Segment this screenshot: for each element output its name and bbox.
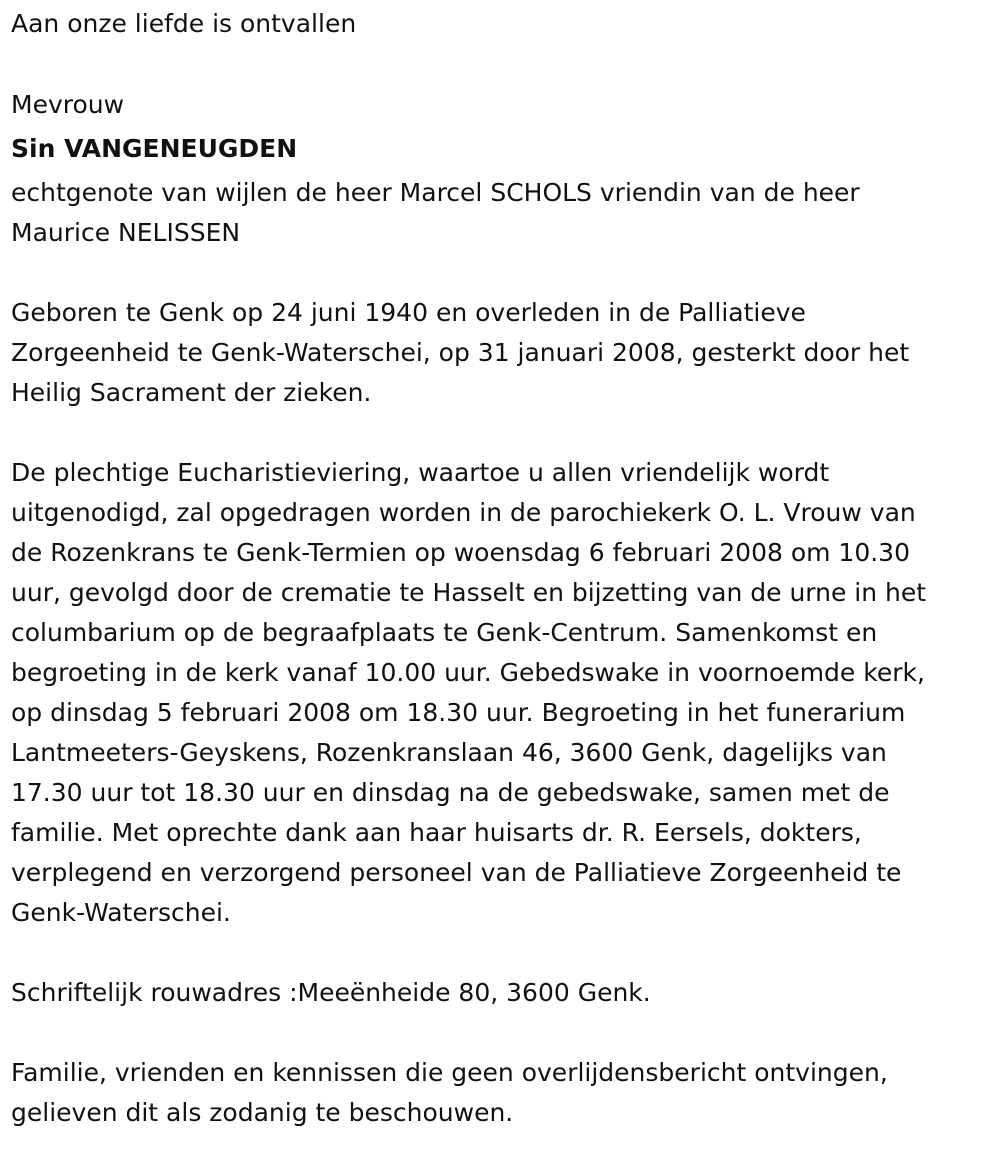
paragraph-line: de Rozenkrans te Genk-Termien op woensdag 6 februari 2008 om 10.30 xyxy=(11,538,910,567)
paragraph-line: Zorgeenheid te Genk-Waterschei, op 31 januari 2008, gesterkt door het xyxy=(11,338,910,367)
paragraph-line: gelieven dit als zodanig te beschouwen. xyxy=(11,1098,514,1127)
mourning-address: Schriftelijk rouwadres :Meeënheide 80, 3600 Genk. xyxy=(11,978,651,1007)
paragraph-line: Lantmeeters-Geyskens, Rozenkranslaan 46, 3600 Genk, dagelijks van xyxy=(11,738,887,767)
spacer xyxy=(11,1013,996,1053)
closing-paragraph xyxy=(11,1053,996,1133)
honorific: Mevrouw xyxy=(11,90,125,119)
birth-death-paragraph xyxy=(11,293,996,413)
spouse-paragraph xyxy=(11,173,996,253)
paragraph-line: op dinsdag 5 februari 2008 om 18.30 uur. Begroeting in het funerarium xyxy=(11,698,906,727)
paragraph-line: Familie, vrienden en kennissen die geen overlijdensbericht ontvingen, xyxy=(11,1058,888,1087)
paragraph-line: uitgenodigd, zal opgedragen worden in de parochiekerk O. L. Vrouw van xyxy=(11,498,916,527)
paragraph-line: Maurice NELISSEN xyxy=(11,218,241,247)
intro-text: Aan onze liefde is ontvallen xyxy=(11,9,357,38)
paragraph-line: De plechtige Eucharistieviering, waartoe u allen vriendelijk wordt xyxy=(11,458,830,487)
spacer xyxy=(11,413,996,453)
ceremony-paragraph xyxy=(11,453,996,933)
spacer xyxy=(11,44,996,84)
paragraph-line: familie. Met oprechte dank aan haar huisarts dr. R. Eersels, dokters, xyxy=(11,818,862,847)
paragraph-line: begroeting in de kerk vanaf 10.00 uur. Gebedswake in voornoemde kerk, xyxy=(11,658,925,687)
paragraph-line: Heilig Sacrament der zieken. xyxy=(11,378,372,407)
paragraph-line: 17.30 uur tot 18.30 uur en dinsdag na de gebedswake, samen met de xyxy=(11,778,890,807)
spacer xyxy=(11,933,996,973)
paragraph-line: uur, gevolgd door de crematie te Hasselt en bijzetting van de urne in het xyxy=(11,578,927,607)
spacer xyxy=(11,253,996,293)
obituary-notice xyxy=(11,4,996,1133)
paragraph-line: echtgenote van wijlen de heer Marcel SCHOLS vriendin van de heer xyxy=(11,178,860,207)
paragraph-line: Geboren te Genk op 24 juni 1940 en overleden in de Palliatieve xyxy=(11,298,806,327)
paragraph-line: columbarium op de begraafplaats te Genk-Centrum. Samenkomst en xyxy=(11,618,878,647)
paragraph-line: Genk-Waterschei. xyxy=(11,898,231,927)
paragraph-line: verplegend en verzorgend personeel van de Palliatieve Zorgeenheid te xyxy=(11,858,902,887)
deceased-name: Sin VANGENEUGDEN xyxy=(11,134,298,163)
